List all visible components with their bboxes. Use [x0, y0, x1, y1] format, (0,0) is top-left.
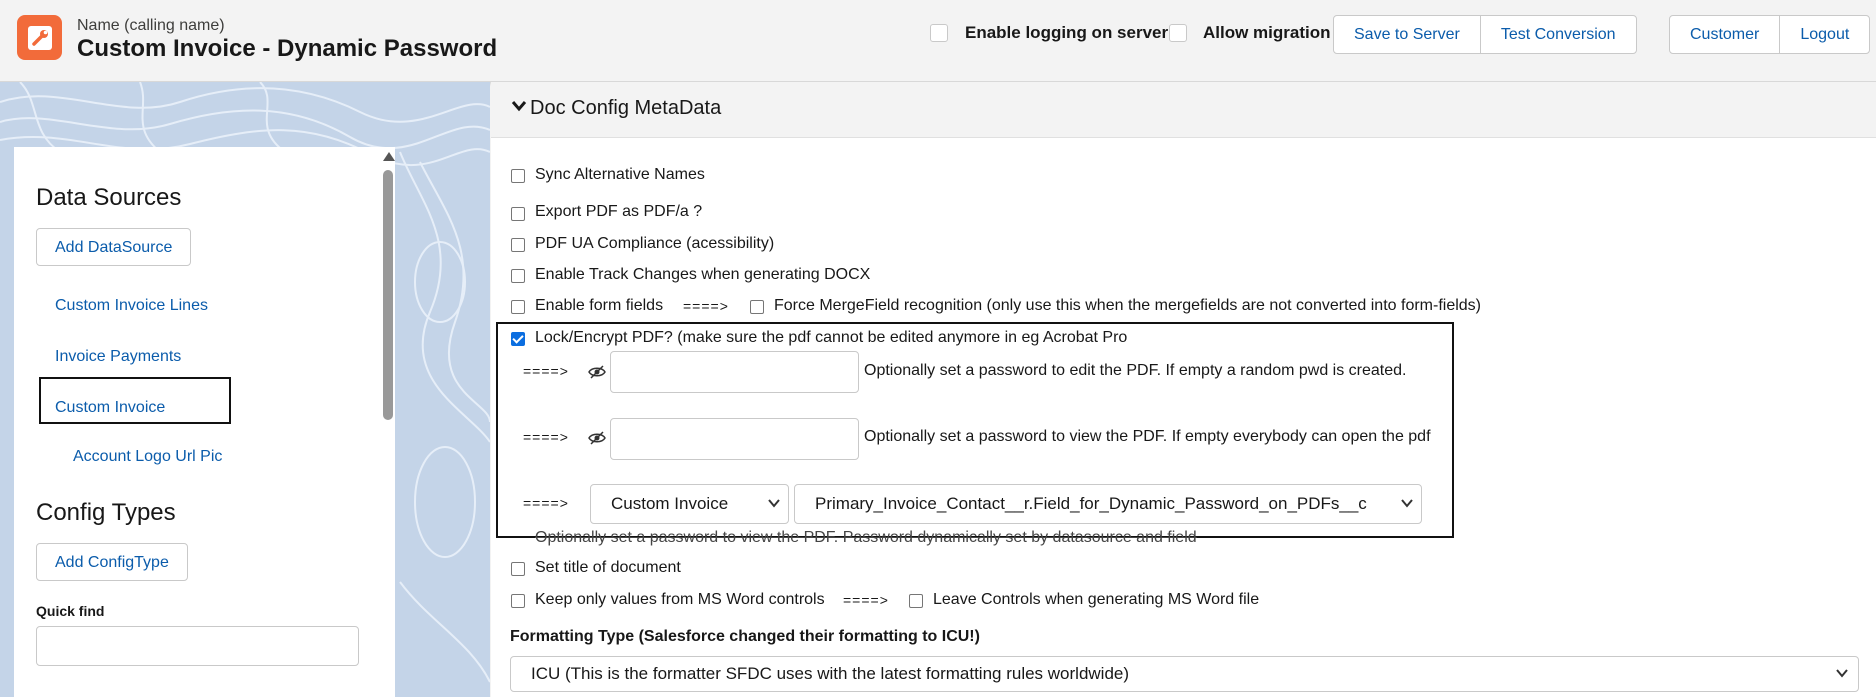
set-title-label: Set title of document: [535, 559, 681, 576]
user-actions-group: [1669, 15, 1870, 54]
scroll-up-arrow-icon[interactable]: [383, 152, 395, 161]
page-title: Custom Invoice - Dynamic Password: [77, 35, 498, 62]
keep-ms-word-checkbox[interactable]: [511, 594, 525, 608]
config-types-title: Config Types: [36, 499, 176, 526]
name-label: Name (calling name): [77, 17, 225, 34]
export-pdfa-label: Export PDF as PDF/a ?: [535, 203, 703, 220]
logout-button[interactable]: Logout: [1800, 26, 1850, 43]
app-wrench-icon: [17, 15, 62, 60]
server-actions-group: [1333, 15, 1637, 54]
form-fields-label: Enable form fields: [535, 297, 664, 314]
arrow-indicator: ====>: [683, 298, 729, 314]
eye-slash-icon[interactable]: [588, 431, 606, 445]
export-pdfa-checkbox[interactable]: [511, 207, 525, 221]
sidebar-scroll-thumb[interactable]: [383, 170, 393, 420]
edit-password-hint: Optionally set a password to edit the PDF. If empty a random pwd is created.: [864, 362, 1407, 379]
arrow-indicator: ====>: [523, 429, 569, 445]
view-password-input[interactable]: [610, 418, 859, 460]
eye-slash-icon[interactable]: [588, 365, 606, 379]
chevron-down-icon[interactable]: [511, 100, 527, 112]
datasource-select-value: Custom Invoice: [611, 494, 729, 513]
form-fields-checkbox[interactable]: [511, 300, 525, 314]
leave-controls-label: Leave Controls when generating MS Word file: [933, 591, 1260, 608]
view-password-hint: Optionally set a password to view the PDF. If empty everybody can open the pdf: [864, 428, 1431, 445]
quick-find-label: Quick find: [36, 603, 105, 619]
sync-alt-names-checkbox[interactable]: [511, 169, 525, 183]
pdf-ua-checkbox[interactable]: [511, 238, 525, 252]
datasource-select[interactable]: [590, 484, 789, 524]
enable-logging-label: Enable logging on server: [965, 23, 1169, 42]
formatting-type-value: ICU (This is the formatter SFDC uses with the latest formatting rules worldwide): [531, 664, 1130, 683]
dynamic-password-hint: Optionally set a password to view the PDF. Password dynamically set by datasource and field: [535, 529, 1197, 546]
add-configtype-button[interactable]: Add ConfigType: [36, 543, 188, 581]
datasource-link[interactable]: Custom Invoice Lines: [55, 297, 208, 314]
formatting-type-label: Formatting Type (Salesforce changed their formatting to ICU!): [510, 628, 980, 645]
chevron-down-icon: [1836, 669, 1848, 678]
pdf-ua-label: PDF UA Compliance (acessibility): [535, 235, 775, 252]
arrow-indicator: ====>: [523, 363, 569, 379]
keep-ms-word-label: Keep only values from MS Word controls: [535, 591, 825, 608]
data-sources-title: Data Sources: [36, 184, 182, 211]
force-mergefield-label: Force MergeField recognition (only use this when the mergefields are not converted into form-fields): [774, 297, 1481, 314]
chevron-down-icon: [768, 499, 780, 508]
quick-find-input[interactable]: [36, 626, 359, 666]
app-header: [0, 0, 1876, 82]
lock-encrypt-label: Lock/Encrypt PDF? (make sure the pdf cannot be edited anymore in eg Acrobat Pro: [535, 329, 1128, 346]
test-conversion-button[interactable]: Test Conversion: [1500, 26, 1616, 43]
set-title-checkbox[interactable]: [511, 562, 525, 576]
field-select-value: Primary_Invoice_Contact__r.Field_for_Dynamic_Password_on_PDFs__c: [815, 494, 1367, 513]
leave-controls-checkbox[interactable]: [909, 594, 923, 608]
allow-migration-label: Allow migration: [1203, 23, 1331, 42]
track-changes-label: Enable Track Changes when generating DOCX: [535, 266, 871, 283]
customer-button[interactable]: Customer: [1670, 16, 1780, 53]
force-mergefield-checkbox[interactable]: [750, 300, 764, 314]
add-datasource-button[interactable]: Add DataSource: [36, 228, 191, 266]
lock-encrypt-checkbox[interactable]: [511, 332, 525, 346]
allow-migration-checkbox[interactable]: [1169, 24, 1187, 42]
sync-alt-names-label: Sync Alternative Names: [535, 166, 705, 183]
enable-logging-checkbox[interactable]: [930, 24, 948, 42]
datasource-link-selected[interactable]: Custom Invoice: [55, 399, 166, 416]
datasource-sublink[interactable]: Account Logo Url Pic: [73, 448, 223, 465]
formatting-type-select[interactable]: [510, 656, 1859, 692]
chevron-down-icon: [1401, 499, 1413, 508]
arrow-indicator: ====>: [523, 495, 569, 511]
section-title: Doc Config MetaData: [530, 97, 722, 119]
edit-password-input[interactable]: [610, 351, 859, 393]
track-changes-checkbox[interactable]: [511, 269, 525, 283]
save-to-server-button[interactable]: Save to Server: [1334, 16, 1481, 53]
datasource-link[interactable]: Invoice Payments: [55, 348, 182, 365]
field-select[interactable]: [794, 484, 1422, 524]
arrow-indicator: ====>: [843, 592, 889, 608]
